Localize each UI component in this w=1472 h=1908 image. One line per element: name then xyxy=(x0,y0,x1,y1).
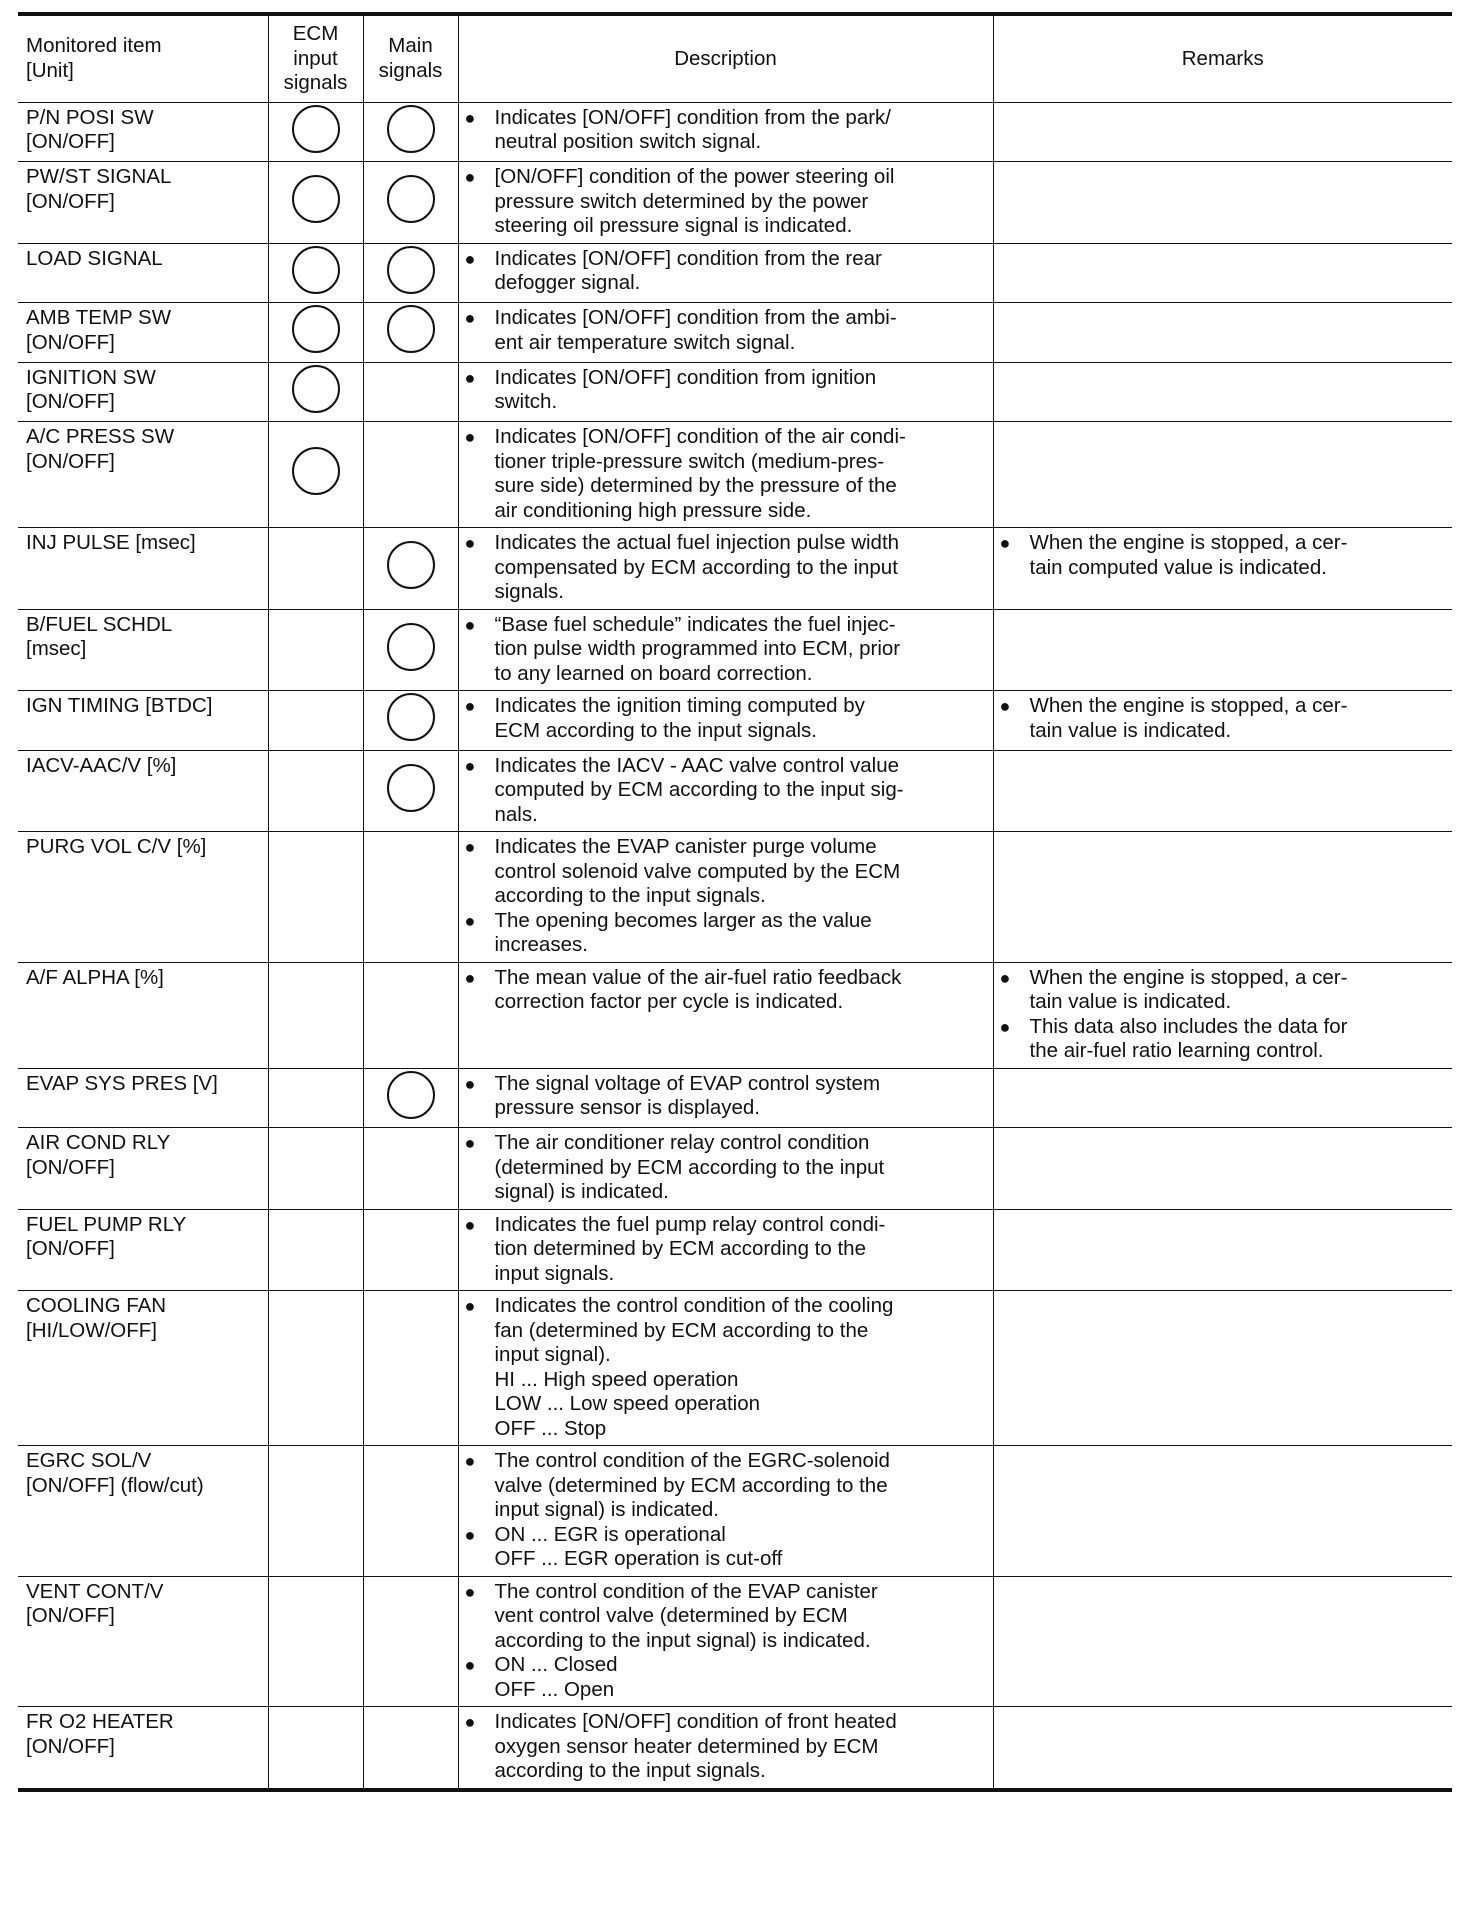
bullet-item xyxy=(465,306,987,355)
bullet-icon: ● xyxy=(464,910,476,931)
ecm-input-signal-cell xyxy=(268,1128,363,1210)
main-signal-cell xyxy=(363,1446,458,1577)
monitored-item-cell: INJ PULSE [msec] xyxy=(18,528,268,610)
circle-mark-icon xyxy=(387,246,435,294)
table-row xyxy=(18,962,1452,1068)
ecm-input-signal-cell xyxy=(268,102,363,162)
remarks-cell xyxy=(993,1576,1452,1707)
description-cell xyxy=(458,303,993,363)
continuation-text xyxy=(465,1368,987,1442)
main-signal-cell xyxy=(363,1209,458,1291)
bullet-item xyxy=(1000,694,1447,743)
description-text: Indicates the actual fuel injection pulse width compensated by ECM according to the input signals. xyxy=(494,531,900,603)
bullet-item xyxy=(1000,1015,1447,1064)
circle-mark-icon xyxy=(292,365,340,413)
bullet-icon: ● xyxy=(464,167,476,187)
monitored-item-cell: P/N POSI SW [ON/OFF] xyxy=(18,102,268,162)
bullet-icon: ● xyxy=(464,614,476,635)
bullet-icon: ● xyxy=(464,248,476,269)
bullet-item xyxy=(465,247,987,296)
remarks-cell xyxy=(993,1068,1452,1128)
header-ecm-input-signals: ECM input signals xyxy=(268,14,363,102)
description-cell xyxy=(458,750,993,832)
monitored-item-cell: LOAD SIGNAL xyxy=(18,243,268,303)
circle-mark-icon xyxy=(292,447,340,495)
description-text: Indicates the IACV - AAC valve control value computed by ECM according to the input sig- nals. xyxy=(494,753,904,826)
bullet-icon: ● xyxy=(464,1296,476,1316)
monitored-items-table xyxy=(18,12,1452,1792)
bullet-item xyxy=(465,1710,987,1784)
table-row xyxy=(18,362,1452,422)
circle-mark-icon xyxy=(292,175,340,223)
bullet-item xyxy=(465,694,987,743)
main-signal-cell xyxy=(363,1128,458,1210)
description-cell xyxy=(458,1209,993,1291)
bullet-icon: ● xyxy=(464,1133,476,1153)
bullet-icon: ● xyxy=(464,533,476,553)
monitored-item-cell: EVAP SYS PRES [V] xyxy=(18,1068,268,1128)
remarks-text: When the engine is stopped, a cer- tain value is indicated. xyxy=(1029,965,1348,1013)
description-text: The signal voltage of EVAP control system pressure sensor is displayed. xyxy=(494,1071,881,1119)
bullet-item xyxy=(465,1072,987,1121)
bullet-item xyxy=(465,531,987,605)
description-text: The air conditioner relay control condition (determined by ECM according to the input signal) is indicated. xyxy=(494,1131,885,1203)
description-cell xyxy=(458,609,993,691)
ecm-input-signal-cell xyxy=(268,750,363,832)
description-text: Indicates the EVAP canister purge volume control solenoid valve computed by the ECM according to the input signals. xyxy=(494,835,901,907)
bullet-item xyxy=(465,165,987,239)
bullet-item xyxy=(465,106,987,155)
main-signal-cell xyxy=(363,1576,458,1707)
description-cell xyxy=(458,1576,993,1707)
bullet-item xyxy=(465,1131,987,1205)
description-cell xyxy=(458,243,993,303)
main-signal-cell xyxy=(363,102,458,162)
ecm-input-signal-cell xyxy=(268,528,363,610)
description-text: The control condition of the EVAP canister vent control valve (determined by ECM according to the input signal) is indicated. xyxy=(494,1579,878,1652)
monitored-item-cell: FUEL PUMP RLY [ON/OFF] xyxy=(18,1209,268,1291)
remarks-cell xyxy=(993,1291,1452,1446)
ecm-input-signal-cell xyxy=(268,243,363,303)
main-signal-cell xyxy=(363,691,458,751)
monitored-item-cell: PURG VOL C/V [%] xyxy=(18,832,268,963)
remarks-cell xyxy=(993,243,1452,303)
ecm-input-signal-cell xyxy=(268,422,363,528)
header-description: Description xyxy=(458,14,993,102)
table-row xyxy=(18,1128,1452,1210)
description-text: Indicates the control condition of the cooling fan (determined by ECM according to the input signal). xyxy=(494,1294,894,1366)
description-cell xyxy=(458,691,993,751)
main-signal-cell xyxy=(363,362,458,422)
bullet-icon: ● xyxy=(464,1524,476,1545)
bullet-icon: ● xyxy=(464,967,476,988)
table-row xyxy=(18,1068,1452,1128)
ecm-input-signal-cell xyxy=(268,962,363,1068)
main-signal-cell xyxy=(363,303,458,363)
bullet-icon: ● xyxy=(464,837,476,857)
bullet-item xyxy=(465,1523,987,1548)
main-signal-cell xyxy=(363,243,458,303)
description-text: Indicates the ignition timing computed by ECM according to the input signals. xyxy=(494,694,865,742)
table-row xyxy=(18,750,1452,832)
remarks-text: This data also includes the data for the air-fuel ratio learning control. xyxy=(1029,1014,1348,1062)
remarks-cell xyxy=(993,303,1452,363)
table-row xyxy=(18,1291,1452,1446)
ecm-input-signal-cell xyxy=(268,1068,363,1128)
description-text: The opening becomes larger as the value increases. xyxy=(494,908,872,956)
monitored-item-cell: EGRC SOL/V [ON/OFF] (flow/cut) xyxy=(18,1446,268,1577)
main-signal-cell xyxy=(363,609,458,691)
monitored-item-cell: IGN TIMING [BTDC] xyxy=(18,691,268,751)
monitored-item-cell: IGNITION SW [ON/OFF] xyxy=(18,362,268,422)
description-cell xyxy=(458,1707,993,1790)
remarks-cell xyxy=(993,962,1452,1068)
description-cell xyxy=(458,1068,993,1128)
description-cell xyxy=(458,1291,993,1446)
bullet-icon: ● xyxy=(999,1016,1011,1037)
bullet-item xyxy=(1000,966,1447,1015)
description-text: Indicates [ON/OFF] condition from the park/ neutral position switch signal. xyxy=(494,105,891,153)
ecm-input-signal-cell xyxy=(268,1707,363,1790)
remarks-cell xyxy=(993,750,1452,832)
ecm-input-signal-cell xyxy=(268,1291,363,1446)
monitored-item-cell: AIR COND RLY [ON/OFF] xyxy=(18,1128,268,1210)
table-row xyxy=(18,1446,1452,1577)
bullet-icon: ● xyxy=(464,1581,476,1602)
description-text: ON ... Closed xyxy=(494,1653,618,1676)
main-signal-cell xyxy=(363,1707,458,1790)
table-row xyxy=(18,162,1452,244)
ecm-input-signal-cell xyxy=(268,1576,363,1707)
description-cell xyxy=(458,362,993,422)
header-main-signals: Main signals xyxy=(363,14,458,102)
main-signal-cell xyxy=(363,1291,458,1446)
monitored-item-cell: B/FUEL SCHDL [msec] xyxy=(18,609,268,691)
bullet-icon: ● xyxy=(464,1214,476,1235)
description-cell xyxy=(458,102,993,162)
description-cell xyxy=(458,832,993,963)
monitored-item-cell: PW/ST SIGNAL [ON/OFF] xyxy=(18,162,268,244)
description-text: OFF ... EGR operation is cut-off xyxy=(494,1547,783,1570)
bullet-icon: ● xyxy=(464,1712,476,1732)
description-cell xyxy=(458,422,993,528)
bullet-icon: ● xyxy=(464,755,476,776)
continuation-text xyxy=(465,1547,987,1572)
bullet-item xyxy=(465,835,987,909)
continuation-text xyxy=(465,1678,987,1703)
monitored-item-cell: FR O2 HEATER [ON/OFF] xyxy=(18,1707,268,1790)
monitor-table-page xyxy=(18,12,1452,1792)
circle-mark-icon xyxy=(292,105,340,153)
bullet-item xyxy=(465,366,987,415)
description-cell xyxy=(458,1446,993,1577)
bullet-icon: ● xyxy=(464,1073,476,1094)
ecm-input-signal-cell xyxy=(268,162,363,244)
bullet-icon: ● xyxy=(464,1655,476,1675)
circle-mark-icon xyxy=(387,175,435,223)
remarks-cell xyxy=(993,162,1452,244)
remarks-cell xyxy=(993,1128,1452,1210)
ecm-input-signal-cell xyxy=(268,1446,363,1577)
main-signal-cell xyxy=(363,750,458,832)
table-row xyxy=(18,1576,1452,1707)
table-row xyxy=(18,609,1452,691)
main-signal-cell xyxy=(363,528,458,610)
circle-mark-icon xyxy=(387,764,435,812)
circle-mark-icon xyxy=(387,1071,435,1119)
table-row xyxy=(18,303,1452,363)
ecm-input-signal-cell xyxy=(268,691,363,751)
remarks-cell xyxy=(993,102,1452,162)
ecm-input-signal-cell xyxy=(268,1209,363,1291)
bullet-icon: ● xyxy=(464,107,476,128)
main-signal-cell xyxy=(363,162,458,244)
description-text: HI ... High speed operation LOW ... Low speed operation OFF ... Stop xyxy=(494,1367,761,1440)
bullet-icon: ● xyxy=(464,696,476,716)
description-text: The control condition of the EGRC-solenoid valve (determined by ECM according to the input signal) is indicated. xyxy=(494,1449,890,1521)
table-body xyxy=(18,102,1452,1790)
description-text: Indicates [ON/OFF] condition from the ambi- ent air temperature switch signal. xyxy=(494,306,897,354)
remarks-cell xyxy=(993,691,1452,751)
description-text: Indicates [ON/OFF] condition from ignition switch. xyxy=(494,365,877,413)
main-signal-cell xyxy=(363,832,458,963)
bullet-icon: ● xyxy=(464,427,476,447)
description-cell xyxy=(458,528,993,610)
table-row xyxy=(18,1209,1452,1291)
bullet-icon: ● xyxy=(999,967,1011,988)
description-text: ON ... EGR is operational xyxy=(494,1522,726,1546)
description-text: The mean value of the air-fuel ratio feedback correction factor per cycle is indicated. xyxy=(494,965,902,1013)
ecm-input-signal-cell xyxy=(268,832,363,963)
description-cell xyxy=(458,962,993,1068)
table-row xyxy=(18,243,1452,303)
bullet-item xyxy=(465,1213,987,1287)
ecm-input-signal-cell xyxy=(268,362,363,422)
bullet-item xyxy=(465,1449,987,1523)
description-text: Indicates [ON/OFF] condition of front heated oxygen sensor heater determined by ECM according to the input signals. xyxy=(494,1710,897,1782)
monitored-item-cell: A/F ALPHA [%] xyxy=(18,962,268,1068)
remarks-cell xyxy=(993,832,1452,963)
bullet-icon: ● xyxy=(464,367,476,388)
bullet-item xyxy=(465,1294,987,1368)
description-text: Indicates [ON/OFF] condition of the air condi- tioner triple-pressure switch (medium-pres- sure side) determined by the pressure of the air conditioning high pressure side. xyxy=(494,425,906,522)
table-row xyxy=(18,422,1452,528)
description-text: Indicates the fuel pump relay control condi- tion determined by ECM according to the input signals. xyxy=(494,1212,886,1285)
bullet-item xyxy=(465,966,987,1015)
remarks-text: When the engine is stopped, a cer- tain computed value is indicated. xyxy=(1029,531,1348,579)
remarks-cell xyxy=(993,1707,1452,1790)
bullet-icon: ● xyxy=(999,696,1011,716)
description-cell xyxy=(458,1128,993,1210)
bullet-item xyxy=(465,1580,987,1654)
table-header-row xyxy=(18,14,1452,102)
remarks-cell xyxy=(993,609,1452,691)
description-text: [ON/OFF] condition of the power steering oil pressure switch determined by the power steering oil pressure signal is indicated. xyxy=(494,165,895,237)
remarks-text: When the engine is stopped, a cer- tain value is indicated. xyxy=(1029,694,1348,742)
bullet-item xyxy=(465,425,987,523)
circle-mark-icon xyxy=(387,541,435,589)
monitored-item-cell: A/C PRESS SW [ON/OFF] xyxy=(18,422,268,528)
ecm-input-signal-cell xyxy=(268,609,363,691)
bullet-item xyxy=(465,909,987,958)
main-signal-cell xyxy=(363,962,458,1068)
table-row xyxy=(18,102,1452,162)
monitored-item-cell: IACV-AAC/V [%] xyxy=(18,750,268,832)
circle-mark-icon xyxy=(387,693,435,741)
monitored-item-cell: COOLING FAN [HI/LOW/OFF] xyxy=(18,1291,268,1446)
description-cell xyxy=(458,162,993,244)
circle-mark-icon xyxy=(292,305,340,353)
bullet-icon: ● xyxy=(464,308,476,328)
ecm-input-signal-cell xyxy=(268,303,363,363)
description-text: Indicates [ON/OFF] condition from the rear defogger signal. xyxy=(494,246,882,294)
monitored-item-cell: AMB TEMP SW [ON/OFF] xyxy=(18,303,268,363)
circle-mark-icon xyxy=(387,105,435,153)
header-monitored-item: Monitored item [Unit] xyxy=(18,14,268,102)
remarks-cell xyxy=(993,1446,1452,1577)
table-row xyxy=(18,832,1452,963)
remarks-cell xyxy=(993,362,1452,422)
bullet-item xyxy=(465,754,987,828)
bullet-item xyxy=(465,613,987,687)
remarks-cell xyxy=(993,528,1452,610)
bullet-item xyxy=(1000,531,1447,580)
table-row xyxy=(18,1707,1452,1790)
circle-mark-icon xyxy=(387,623,435,671)
circle-mark-icon xyxy=(387,305,435,353)
monitored-item-cell: VENT CONT/V [ON/OFF] xyxy=(18,1576,268,1707)
table-row xyxy=(18,528,1452,610)
circle-mark-icon xyxy=(292,246,340,294)
remarks-cell xyxy=(993,1209,1452,1291)
remarks-cell xyxy=(993,422,1452,528)
header-remarks: Remarks xyxy=(993,14,1452,102)
bullet-icon: ● xyxy=(999,533,1011,553)
bullet-item xyxy=(465,1653,987,1678)
main-signal-cell xyxy=(363,422,458,528)
table-row xyxy=(18,691,1452,751)
description-text: OFF ... Open xyxy=(494,1677,615,1701)
main-signal-cell xyxy=(363,1068,458,1128)
description-text: “Base fuel schedule” indicates the fuel injec- tion pulse width programmed into ECM, prior to any learned on board correction. xyxy=(494,612,901,685)
bullet-icon: ● xyxy=(464,1451,476,1471)
